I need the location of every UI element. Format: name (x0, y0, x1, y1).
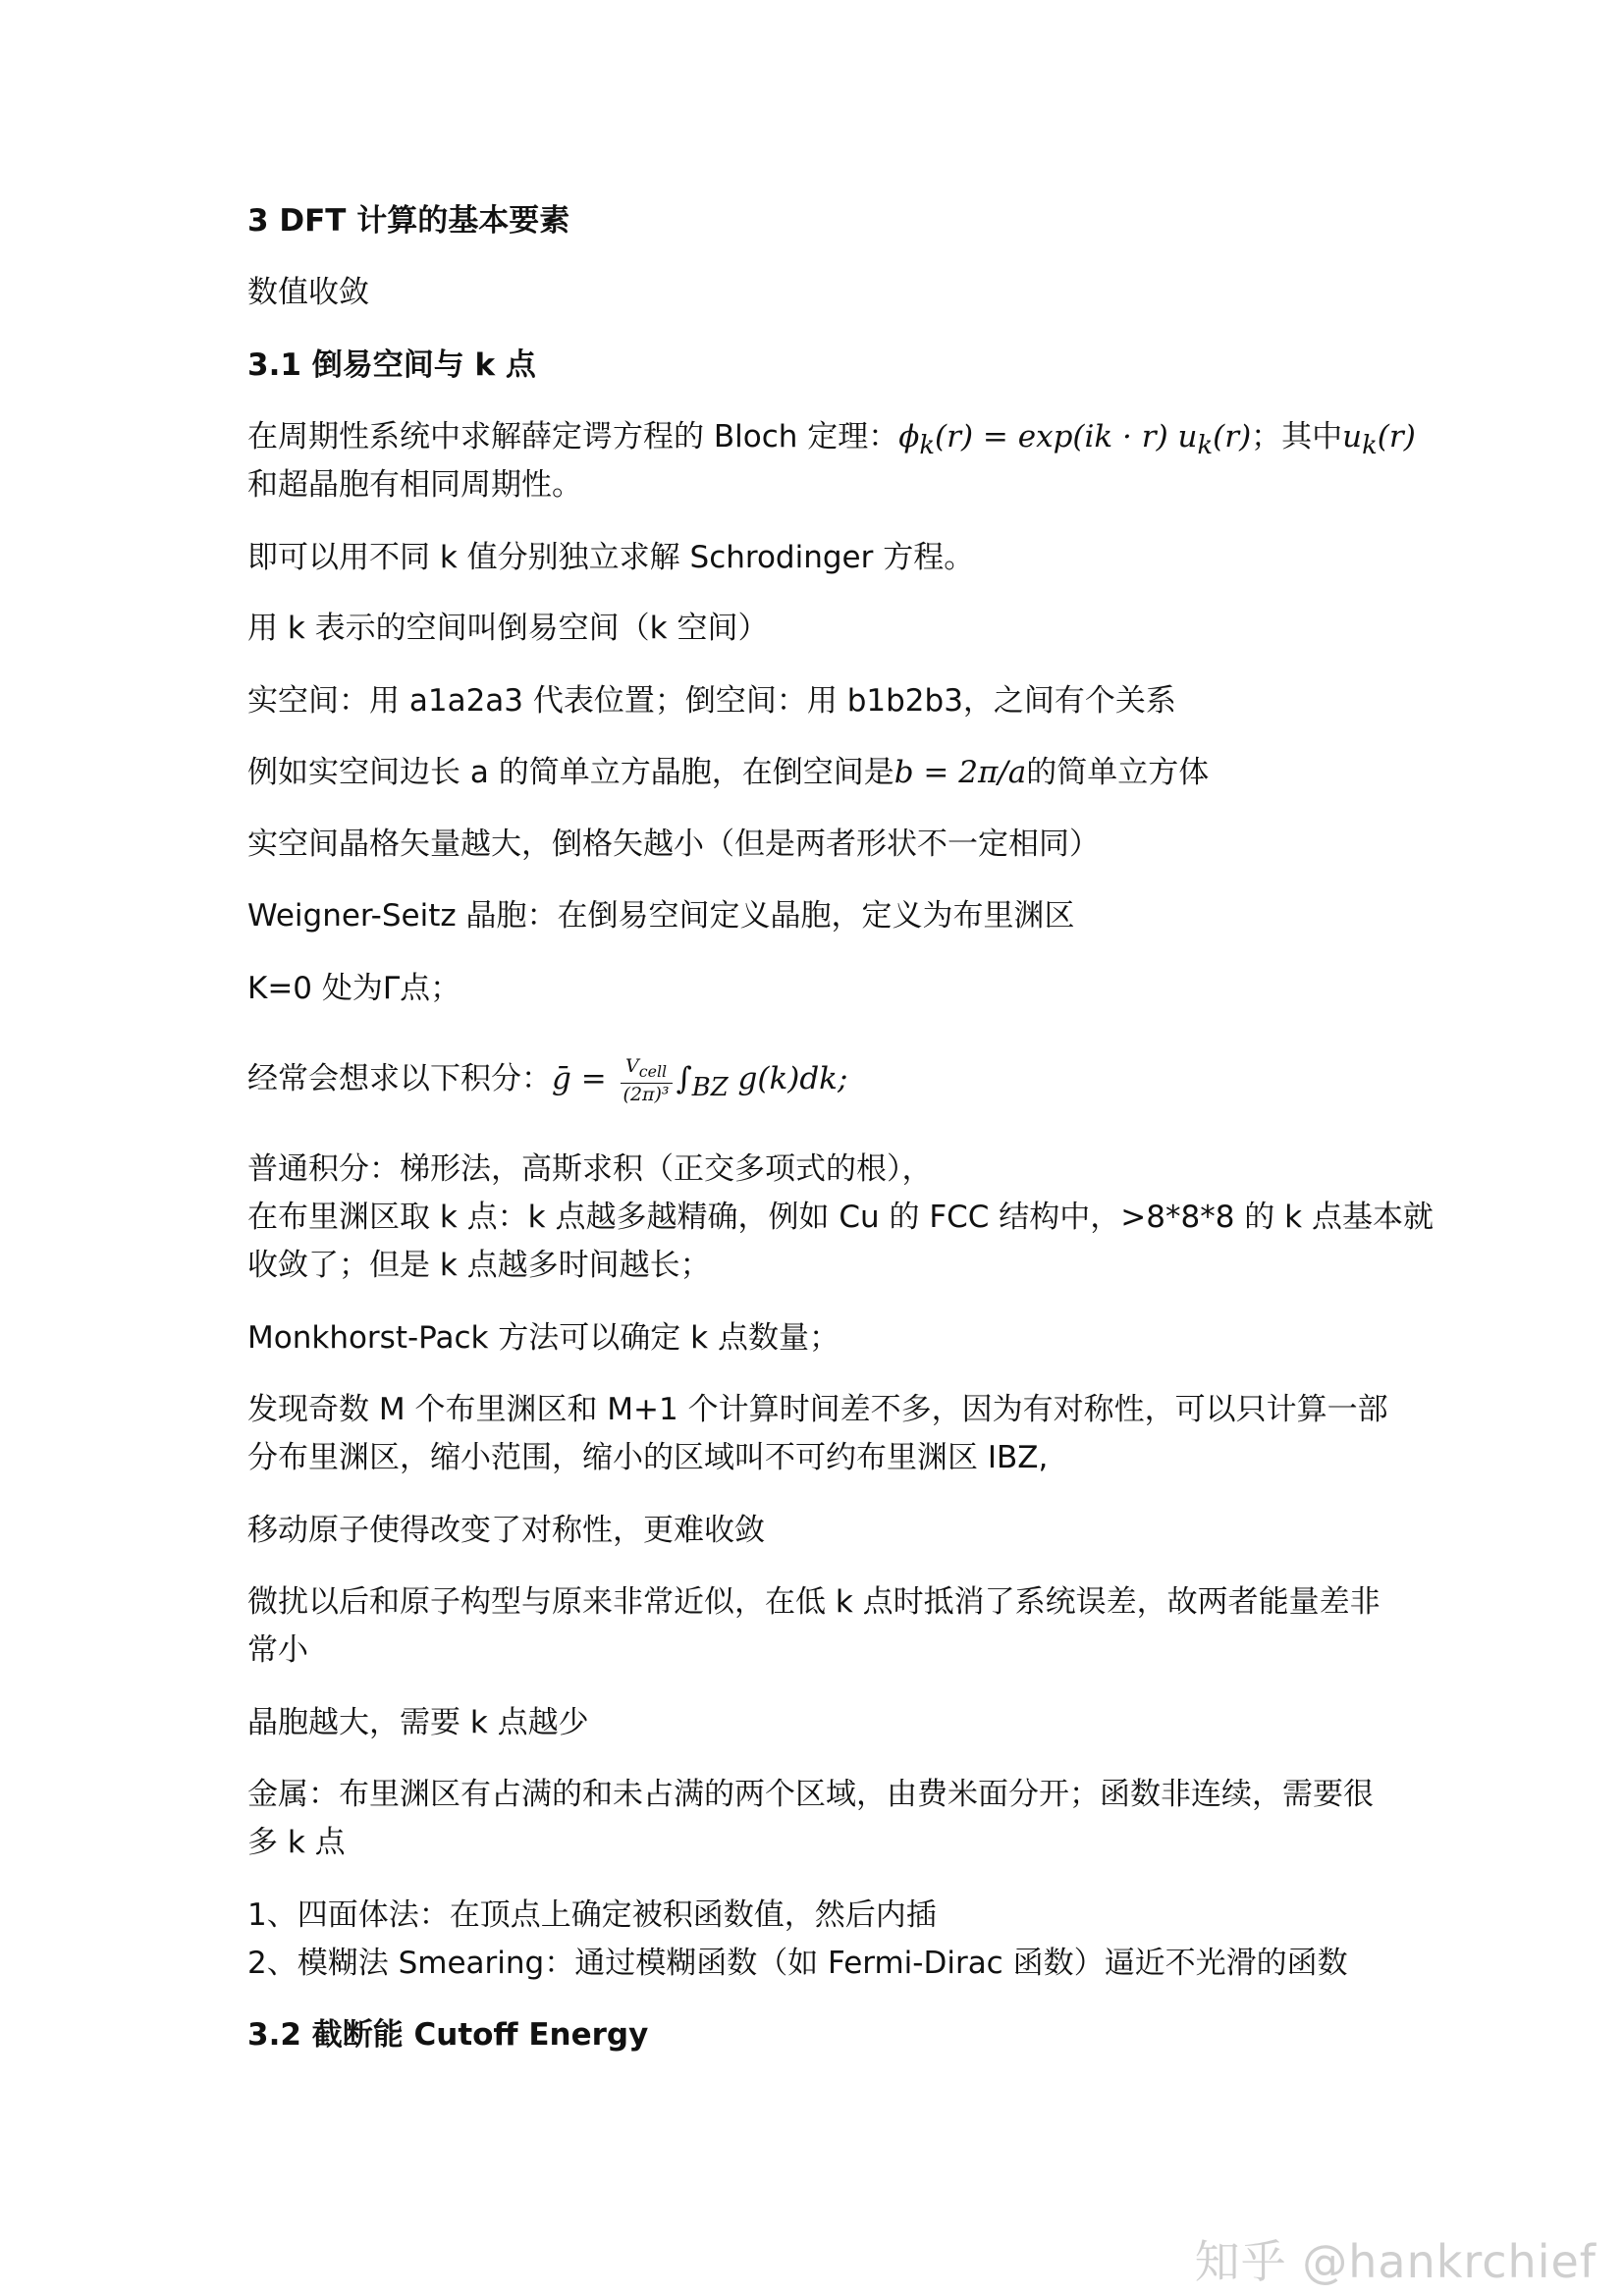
example-suffix: 的简单立方体 (1026, 755, 1210, 790)
list-item-tetrahedron: 1、四面体法：在顶点上确定被积函数值，然后内插 (247, 1897, 937, 1933)
paragraph-perturb-1: 微扰以后和原子构型与原来非常近似，在低 k 点时抵消了系统误差，故两者能量差非 (247, 1584, 1380, 1620)
integral-prefix: 经常会想求以下积分： (247, 1060, 552, 1096)
paragraph-bloch (247, 417, 1416, 465)
paragraph-wigner: Weigner-Seitz 晶胞：在倒易空间定义晶胞，定义为布里渊区 (247, 898, 1075, 934)
paragraph-move-atom: 移动原子使得改变了对称性，更难收敛 (247, 1513, 765, 1548)
subtitle: 数值收敛 (247, 275, 369, 310)
integral-fraction: $\frac{V_{cell}}{\text{(2π)³}}$ (621, 1055, 673, 1105)
paragraph-cell-size: 晶胞越大，需要 k 点越少 (247, 1705, 589, 1740)
paragraph-brillouin-2: 收敛了；但是 k 点越多时间越长； (247, 1248, 711, 1283)
paragraph-perturb-2: 常小 (247, 1632, 308, 1668)
section-title: 3 DFT 计算的基本要素 (247, 203, 570, 239)
paragraph-integral (247, 1055, 847, 1109)
watermark: 知乎 @hankrchief (1194, 2235, 1597, 2288)
bloch-prefix: 在周期性系统中求解薛定谔方程的 Bloch 定理： (247, 419, 899, 454)
paragraph-lattice-vector: 实空间晶格矢量越大，倒格矢越小（但是两者形状不一定相同） (247, 827, 1100, 862)
paragraph-metal-2: 多 k 点 (247, 1825, 346, 1860)
paragraph-odd-2: 分布里渊区，缩小范围，缩小的区域叫不可约布里渊区 IBZ, (247, 1440, 1049, 1475)
paragraph-kspace: 用 k 表示的空间叫倒易空间（k 空间） (247, 611, 769, 646)
list-item-smearing: 2、模糊法 Smearing：通过模糊函数（如 Fermi-Dirac 函数）逼近不光滑的函数 (247, 1946, 1348, 1981)
heading-3-1: 3.1 倒易空间与 k 点 (247, 347, 536, 383)
bloch-mid: ；其中 (1251, 419, 1343, 454)
bloch-formula: $\phi_k(r) = \exp(ik \cdot r)$ $u_k(r)$ (898, 419, 1252, 461)
paragraph-monkhorst: Monkhorst-Pack 方法可以确定 k 点数量； (247, 1320, 839, 1356)
integral-formula: ḡ = $\frac{V_{cell}}{\text{(2π)³}}$ $\int_{BZ}$ g(k)dk; (552, 1055, 848, 1105)
bloch-u: $u_k(r)$ (1342, 419, 1416, 461)
example-formula: b = 2π/a (893, 755, 1027, 790)
paragraph-real-space: 实空间：用 a1a2a3 代表位置；倒空间：用 b1b2b3，之间有个关系 (247, 683, 1176, 719)
paragraph-schrodinger: 即可以用不同 k 值分别独立求解 Schrodinger 方程。 (247, 540, 975, 575)
paragraph-metal-1: 金属：布里渊区有占满的和未占满的两个区域，由费米面分开；函数非连续，需要很 (247, 1777, 1374, 1812)
paragraph-gamma: K=0 处为Γ点； (247, 971, 461, 1006)
example-prefix: 例如实空间边长 a 的简单立方晶胞，在倒空间是 (247, 755, 894, 790)
paragraph-integration: 普通积分：梯形法，高斯求积（正交多项式的根）， (247, 1151, 933, 1187)
paragraph-odd-1: 发现奇数 M 个布里渊区和 M+1 个计算时间差不多，因为有对称性，可以只计算一部 (247, 1392, 1388, 1427)
paragraph-example (247, 753, 1209, 792)
paragraph-bloch-line2: 和超晶胞有相同周期性。 (247, 467, 582, 503)
paragraph-brillouin-1: 在布里渊区取 k 点：k 点越多越精确，例如 Cu 的 FCC 结构中，>8*8*8 的 k 点基本就 (247, 1200, 1434, 1235)
heading-3-2: 3.2 截断能 Cutoff Energy (247, 2017, 649, 2053)
